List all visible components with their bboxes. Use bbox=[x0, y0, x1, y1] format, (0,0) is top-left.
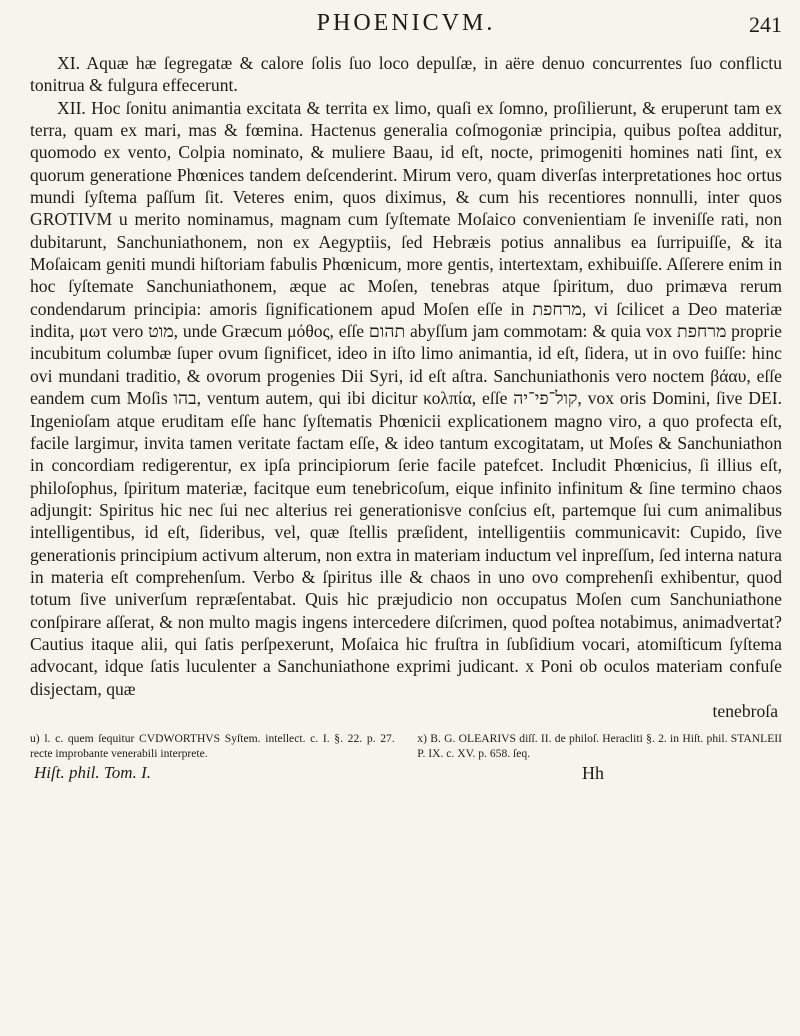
page-number: 241 bbox=[749, 12, 782, 37]
book-page bbox=[30, 8, 782, 1028]
footnotes bbox=[30, 731, 782, 761]
paragraph-xii: XII. Hoc ſonitu animantia excitata & territa ex limo, quaſi ex ſomno, proſilierunt, & eruperunt tam ex terra, quam ex mari, mas & fœmina. Hactenus generalia coſmogoniæ principia, quibus poſtea additur, quomodo ex vento, Colpia nominato, & muliere Baau, id eſt, nocte, primogeniti homines nati ſint, ex quorum generatione Phœnices tandem deſcenderint. Mirum vero, quam diverſas interpretationes hoc ortus mundi ſyſtema paſſum ſit. Veteres enim, quos diximus, & cum his recentiores nonnulli, inter quos GROTIVM u merito nominamus, magnam cum ſyſtemate Moſaico convenientiam ſe inveniſſe rati, non dubitarunt, Sanchuniathonem, non ex Aegyptiis, ſed Hebræis potius annalibus ea ſurripuiſſe, & ita Moſaicam geniti mundi hiſtoriam fabulis Phœnicum, more gentis, intertextam, exhibuiſſe. Aſſerere enim in hoc ſyſtemate Sanchuniathonem, æque ac Moſen, tenebras atque ſpiritum, duo primæva rerum condendarum principia: amoris ſignificationem apud Moſen eſſe in מרחפת, vi ſcilicet a Deo materiæ indita, μωτ vero מוט, unde Græcum μόθος, eſſe תהום abyſſum jam commotam: & quia vox מרחפת proprie incubitum columbæ ſuper ovum ſignificet, ideo in iſto limo animantia, id eſt, ſidera, ut in ovo fuiſſe: hinc ovi mundani traditio, & ovorum progenies Dii Syri, id eſt aſtra. Sanchuniathonis vero noctem βάαυ, eſſe eandem cum Moſis בהו, ventum autem, qui ibi dicitur κολπία, eſſe קול־פי־יה, vox oris Domini, ſive DEI. Ingenioſam atque eruditam eſſe hanc ſyſtematis Phœnicii explicationem magno viro, a quo profecta eſt, facile largimur, invita tamen veritate factam eſſe, & ideo tantum excogitatam, ut Moſes & Sanchuniathon in concordiam redigerentur, ex ipſa principiorum ſerie facile patefcet. Includit Phœnicius, ſi illius eſt, philoſophus, ſpiritum materiæ, facitque eum tenebricoſum, eique infinito infinitum & ſine termino chaos adjungit: Spiritus hic nec ſui nec alterius rei generationisve conſcius eſt, partemque ſui cum animalibus intelligentibus, id eſt, ſideribus, vel, quæ ſtellis præſident, intelligentiis communicavit: Cupido, ſive generationis principium activum alterum, non extra in materiam inductum vel inpreſſum, ſed interna natura in materia eſt comprehenſum. Verbo & ſpiritus ille & chaos in uno ovo comprehenſi exhibentur, quod totum ſive univerſum repræſentabat. Quis hic præjudicio non occupatus Moſen cum Sanchuniathone conſpirare aſſerat, & non multo magis ingens intercedere diſcrimen, quod poſtea notabimus, animadvertat? Cautius itaque alii, qui ſatis perſpexerunt, Moſaica hic fruſtra in ſubſidium vocari, atomiſticum ſyſtema advocant, idque ſatis luculenter a Sanchuniathone exprimi judicant. x Poni ob oculos materiam confuſe disjectam, quæ bbox=[30, 97, 782, 699]
paragraph-xi: XI. Aquæ hæ ſegregatæ & calore ſolis ſuo loco depulſæ, in aëre denuo concurrentes ſuo conflictu tonitrua & fulgura effecerunt. bbox=[30, 53, 782, 96]
volume-signature: Hiſt. phil. Tom. I. bbox=[34, 762, 151, 782]
footnote-u bbox=[30, 731, 395, 761]
signature-line bbox=[30, 763, 782, 784]
body-text bbox=[30, 52, 782, 700]
running-title: PHOENICVM. bbox=[316, 10, 496, 36]
footnote-x-text: x) B. G. OLEARIVS diſſ. II. de philoſ. Heracliti §. 2. in Hiſt. phil. STANLEII P. IX. c. XV. p. 658. ſeq. bbox=[417, 731, 782, 760]
gathering-signature: Hh bbox=[582, 762, 604, 783]
footnote-u-text: u) l. c. quem ſequitur CVDWORTHVS Syſtem. intellect. c. I. §. 22. p. 27. recte improbante venerabili interprete. bbox=[30, 731, 395, 760]
running-head bbox=[30, 8, 782, 44]
catchword: tenebroſa bbox=[712, 700, 778, 721]
footnote-separator bbox=[30, 728, 782, 729]
footnote-x bbox=[417, 731, 782, 761]
